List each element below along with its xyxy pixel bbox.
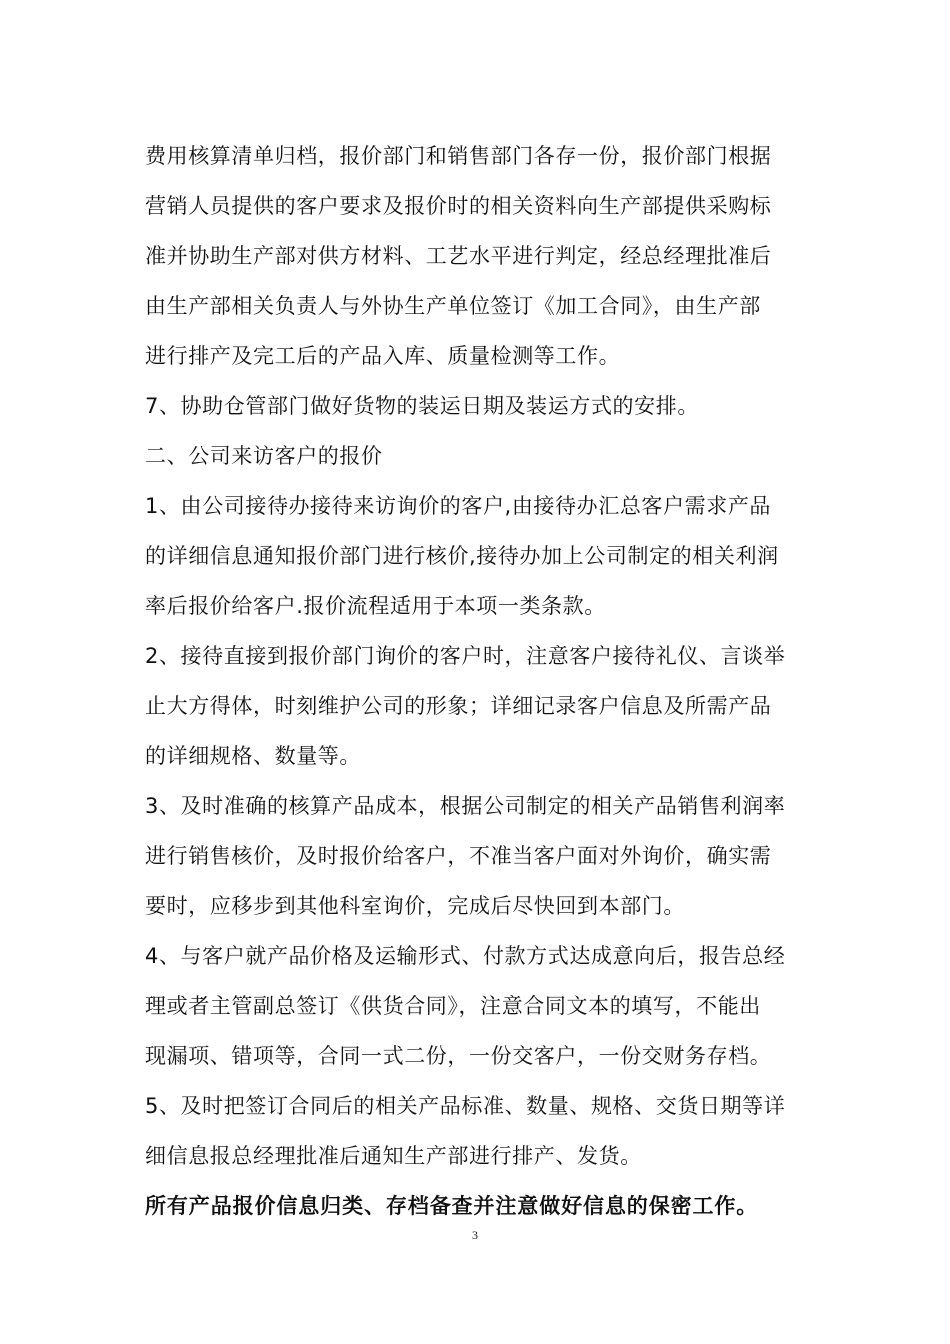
text-line: 的详细信息通知报价部门进行核价,接待办加上公司制定的相关利润: [145, 544, 779, 568]
page-number: 3: [472, 1228, 478, 1242]
text-line: 费用核算清单归档，报价部门和销售部门各存一份，报价部门根据: [145, 144, 772, 168]
text-line: 4、与客户就产品价格及运输形式、付款方式达成意向后，报告总经: [145, 944, 786, 968]
text-line: 5、及时把签订合同后的相关产品标准、数量、规格、交货日期等详: [145, 1094, 786, 1118]
text-line: 进行销售核价，及时报价给客户，不准当客户面对外询价，确实需: [145, 844, 772, 868]
text-line: 2、接待直接到报价部门询价的客户时，注意客户接待礼仪、言谈举: [145, 644, 786, 668]
bold-text-line: 所有产品报价信息归类、存档备查并注意做好信息的保密工作。: [145, 1194, 759, 1218]
paragraph-item-4: [145, 931, 810, 1081]
section-heading-visitor-quotes: [145, 431, 810, 481]
text-line: 细信息报总经理批准后通知生产部进行排产、发货。: [145, 1144, 642, 1168]
text-line: 准并协助生产部对供方材料、工艺水平进行判定，经总经理批准后: [145, 244, 772, 268]
text-line: 现漏项、错项等，合同一式二份，一份交客户，一份交财务存档。: [145, 1044, 772, 1068]
closing-bold-statement: [145, 1181, 810, 1231]
paragraph-item-5: [145, 1081, 810, 1181]
document-body: [145, 131, 810, 1231]
text-line: 的详细规格、数量等。: [145, 744, 361, 768]
paragraph-item-3: [145, 781, 810, 931]
text-line: 率后报价给客户.报价流程适用于本项一类条款。: [145, 594, 606, 618]
text-line: 1、由公司接待办接待来访询价的客户,由接待办汇总客户需求产品: [145, 494, 772, 518]
text-line: 3、及时准确的核算产品成本，根据公司制定的相关产品销售利润率: [145, 794, 786, 818]
paragraph-item-2: [145, 631, 810, 781]
text-line: 止大方得体，时刻维护公司的形象；详细记录客户信息及所需产品: [145, 694, 772, 718]
text-line: 进行排产及完工后的产品入库、质量检测等工作。: [145, 344, 621, 368]
text-line: 7、协助仓管部门做好货物的装运日期及装运方式的安排。: [145, 394, 699, 418]
section-heading: 二、公司来访客户的报价: [145, 444, 383, 468]
text-line: 理或者主管副总签订《供货合同》，注意合同文本的填写，不能出: [145, 994, 761, 1018]
text-line: 营销人员提供的客户要求及报价时的相关资料向生产部提供采购标: [145, 194, 772, 218]
paragraph-item-7: [145, 381, 810, 431]
paragraph-archive-and-procurement: [145, 131, 810, 381]
text-line: 要时，应移步到其他科室询价，完成后尽快回到本部门。: [145, 894, 685, 918]
paragraph-item-1: [145, 481, 810, 631]
text-line: 由生产部相关负责人与外协生产单位签订《加工合同》，由生产部: [145, 294, 761, 318]
